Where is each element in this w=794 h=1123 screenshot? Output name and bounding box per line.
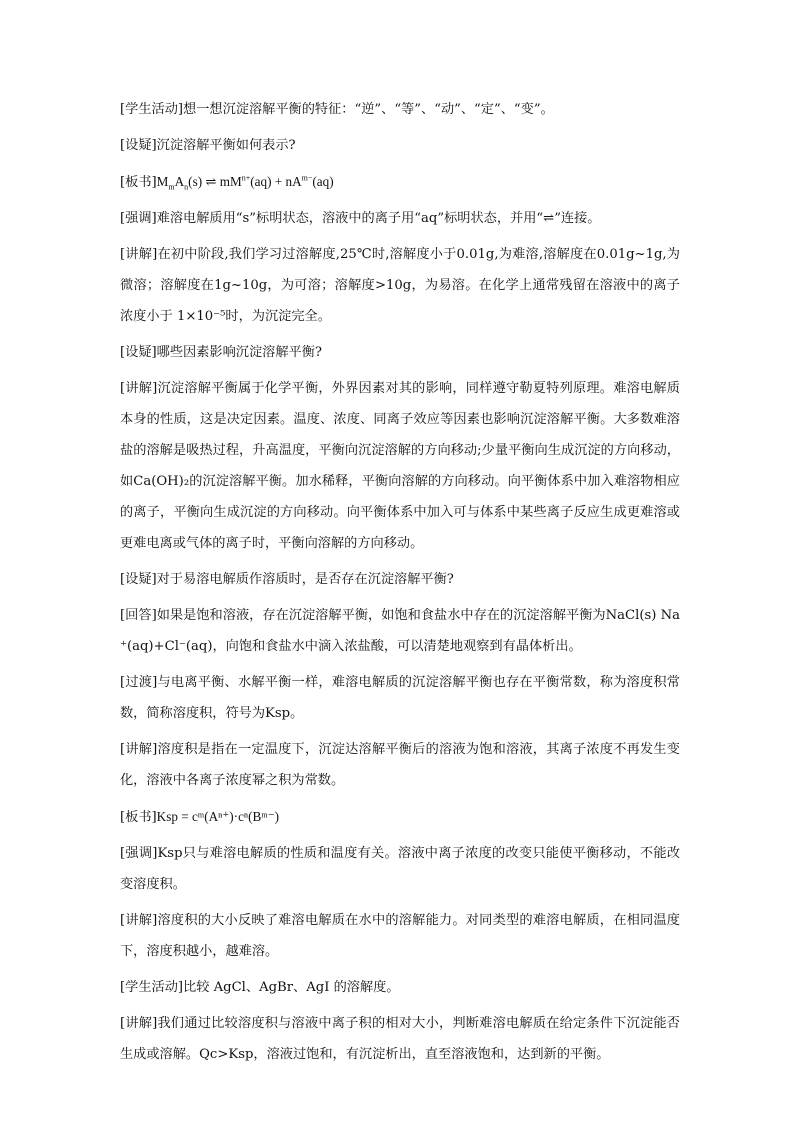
paragraph-text: 溶度积是指在一定温度下，沉淀达溶解平衡后的溶液为饱和溶液，其离子浓度不再发生变化，溶液中各离子浓度幂之积为常数。 — [120, 742, 680, 788]
paragraph-label: [设疑] — [120, 572, 157, 587]
paragraph-label: [板书] — [120, 810, 157, 825]
paragraph-5 — [120, 239, 680, 332]
paragraph-text: 溶度积的大小反映了难溶电解质在水中的溶解能力。对同类型的难溶电解质，在相同温度下，溶度积越小，越难溶。 — [120, 913, 680, 959]
paragraph-4 — [120, 203, 680, 234]
paragraph-text: 难溶电解质用“s”标明状态，溶液中的离子用“aq”标明状态，并用“⇌”连接。 — [156, 211, 601, 226]
paragraph-text: 在初中阶段,我们学习过溶解度,25℃时,溶解度小于0.01g,为难溶,溶解度在0.01g~1g,为微溶；溶解度在1g~10g，为可溶；溶解度>10g，为易溶。在化学上通常残留在溶液中的离子浓度小于 1×10⁻⁵时，为沉淀完全。 — [120, 247, 680, 324]
paragraph-3-formula — [120, 166, 680, 198]
paragraph-2 — [120, 130, 680, 161]
paragraph-15 — [120, 972, 680, 1003]
paragraph-9 — [120, 600, 680, 662]
paragraph-14 — [120, 905, 680, 967]
paragraph-label: [过渡] — [120, 675, 158, 690]
paragraph-label: [讲解] — [120, 381, 158, 396]
paragraph-label: [强调] — [120, 846, 158, 861]
paragraph-label: [板书] — [120, 175, 157, 190]
paragraph-text: Ksp只与难溶电解质的性质和温度有关。溶液中离子浓度的改变只能使平衡移动，不能改变溶度积。 — [120, 846, 681, 892]
paragraph-label: [回答] — [120, 608, 157, 623]
paragraph-text: 与电离平衡、水解平衡一样，难溶电解质的沉淀溶解平衡也存在平衡常数，称为溶度积常数，简称溶度积，符号为Ksp。 — [120, 675, 680, 721]
paragraph-label: [学生活动] — [120, 102, 184, 117]
paragraph-13 — [120, 838, 680, 900]
paragraph-text: 哪些因素影响沉淀溶解平衡? — [156, 345, 322, 360]
paragraph-label: [强调] — [120, 211, 157, 226]
paragraph-text: 对于易溶电解质作溶质时，是否存在沉淀溶解平衡? — [156, 572, 454, 587]
paragraph-16 — [120, 1008, 680, 1070]
paragraph-7 — [120, 373, 680, 559]
paragraph-label: [讲解] — [120, 1016, 158, 1031]
paragraph-label: [讲解] — [120, 247, 158, 262]
paragraph-text: 比较 AgCl、AgBr、AgI 的溶解度。 — [183, 980, 400, 995]
paragraph-label: [讲解] — [120, 742, 158, 757]
dissolution-equation: $M_mA_n(s)$ ⇌ $mM^{n+}(aq) + nA^{m-}(aq)$ — [156, 173, 334, 192]
document-body — [120, 94, 680, 1075]
paragraph-8 — [120, 564, 680, 595]
paragraph-label: [学生活动] — [120, 980, 184, 995]
paragraph-1 — [120, 94, 680, 125]
paragraph-text: 沉淀溶解平衡如何表示? — [156, 138, 296, 153]
paragraph-text: 想一想沉淀溶解平衡的特征：“逆”、“等”、“动”、“定”、“变”。 — [183, 102, 554, 117]
paragraph-text: 我们通过比较溶度积与溶液中离子积的相对大小，判断难溶电解质在给定条件下沉淀能否生成或溶解。Qc>Ksp，溶液过饱和，有沉淀析出，直至溶液饱和，达到新的平衡。 — [120, 1016, 680, 1062]
paragraph-label: [设疑] — [120, 138, 157, 153]
paragraph-6 — [120, 337, 680, 368]
paragraph-11 — [120, 734, 680, 796]
paragraph-12-formula — [120, 801, 680, 833]
paragraph-label: [设疑] — [120, 345, 157, 360]
paragraph-text: 如果是饱和溶液，存在沉淀溶解平衡，如饱和食盐水中存在的沉淀溶解平衡为NaCl(s) Na⁺(aq)+Cl⁻(aq)，向饱和食盐水中滴入浓盐酸，可以清楚地观察到有晶体析出。 — [120, 608, 680, 654]
paragraph-10 — [120, 667, 680, 729]
paragraph-label: [讲解] — [120, 913, 158, 928]
paragraph-text: 沉淀溶解平衡属于化学平衡，外界因素对其的影响，同样遵守勒夏特列原理。难溶电解质本身的性质，这是决定因素。温度、浓度、同离子效应等因素也影响沉淀溶解平衡。大多数难溶盐的溶解是吸热过程，升高温度，平衡向沉淀溶解的方向移动;少量平衡向生成沉淀的方向移动，如Ca(OH)₂的沉淀溶解平衡。加水稀释，平衡向溶解的方向移动。向平衡体系中加入难溶物相应的离子，平衡向生成沉淀的方向移动。向平衡体系中加入可与体系中某些离子反应生成更难溶或更难电离或气体的离子时，平衡向溶解的方向移动。 — [120, 381, 680, 551]
equilibrium-arrow-icon: ⇌ — [205, 174, 217, 189]
ksp-expression: Ksp = cᵐ(Aⁿ⁺)·cⁿ(Bᵐ⁻) — [156, 809, 280, 824]
